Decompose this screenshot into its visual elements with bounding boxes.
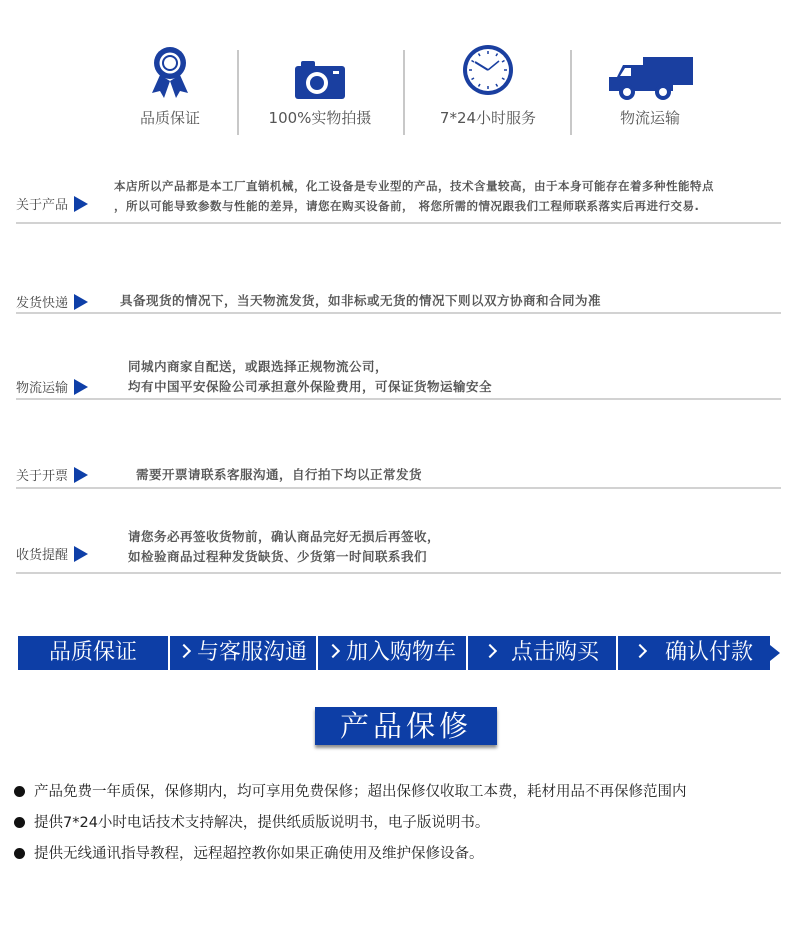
list-item — [14, 780, 784, 811]
info-label-text: 关于开票 — [16, 469, 69, 484]
list-item-text: 提供无线通讯指导教程，远程超控教你如果正确使用及维护保修设备。 — [34, 846, 484, 862]
triangle-right-icon — [74, 379, 88, 395]
info-label — [16, 465, 88, 484]
info-label — [16, 377, 88, 396]
info-label-text: 物流运输 — [16, 381, 69, 396]
chevron-right-icon — [633, 644, 647, 658]
feature-24h-service — [418, 45, 558, 135]
step-label: 确认付款 — [664, 640, 753, 665]
info-text-line: 本店所以产品都是本工厂直销机械，化工设备是专业型的产品，技术含量较高，由于本身可能存在着多种性能特点 — [114, 179, 714, 193]
divider — [570, 50, 572, 135]
feature-logistics — [580, 45, 720, 135]
list-item-text: 产品免费一年质保，保修期内，均可享用免费保修；超出保修仅收取工本费，耗材用品不再保修范围内 — [34, 784, 687, 800]
info-label — [16, 292, 88, 311]
info-label — [16, 194, 88, 213]
list-item — [14, 842, 784, 873]
divider — [403, 50, 405, 135]
info-row-logistics — [16, 355, 781, 400]
info-text-line: 如检验商品过程种发货缺货、少货第一时间联系我们 — [128, 549, 428, 564]
triangle-right-icon — [74, 546, 88, 562]
triangle-right-icon — [74, 467, 88, 483]
purchase-steps-bar — [18, 636, 780, 670]
feature-label: 品质保证 — [139, 109, 200, 127]
triangle-right-icon — [74, 294, 88, 310]
info-text — [136, 465, 422, 485]
info-text — [114, 176, 714, 216]
info-text — [120, 291, 601, 311]
chevron-right-icon — [326, 644, 340, 658]
bullet-dot-icon — [14, 817, 25, 828]
feature-real-photo — [250, 45, 390, 135]
warranty-title: 产品保修 — [315, 707, 497, 745]
arrow-tip-icon — [770, 645, 780, 661]
step-purchase — [468, 636, 616, 670]
camera-icon — [295, 61, 345, 103]
step-quality — [18, 636, 168, 670]
list-item-text: 提供7*24小时电话技术支持解决，提供纸质版说明书，电子版说明书。 — [34, 815, 490, 831]
info-text — [128, 527, 440, 567]
feature-label: 100%实物拍摄 — [268, 109, 372, 127]
feature-label: 7*24小时服务 — [439, 109, 537, 127]
bullet-dot-icon — [14, 786, 25, 797]
chevron-right-icon — [483, 644, 497, 658]
step-confirm-payment — [618, 636, 770, 670]
info-label — [16, 544, 88, 563]
bullet-dot-icon — [14, 848, 25, 859]
step-contact-service — [170, 636, 316, 670]
step-label: 加入购物车 — [345, 640, 456, 665]
info-text-line: 具备现货的情况下，当天物流发货，如非标或无货的情况下则以双方协商和合同为准 — [120, 293, 602, 308]
clock-icon — [461, 43, 515, 101]
chevron-right-icon — [177, 644, 191, 658]
step-add-to-cart — [318, 636, 466, 670]
truck-icon — [607, 55, 693, 105]
info-text-line: 请您务必再签收货物前，确认商品完好无损后再签收， — [128, 529, 441, 544]
feature-strip — [100, 45, 700, 135]
info-row-shipping — [16, 288, 781, 314]
info-text — [128, 357, 492, 397]
feature-quality — [100, 45, 240, 135]
ribbon-award-icon — [150, 45, 190, 104]
info-label-text: 收货提醒 — [16, 548, 69, 563]
info-row-invoice — [16, 460, 781, 489]
info-label-text: 发货快递 — [16, 296, 69, 311]
feature-label: 物流运输 — [619, 109, 680, 127]
info-text-line: 均有中国平安保险公司承担意外保险费用，可保证货物运输安全 — [128, 379, 493, 394]
step-label: 点击购买 — [510, 640, 599, 665]
list-item — [14, 811, 784, 842]
info-text-line: ，所以可能导致参数与性能的差异，请您在购买设备前， 将您所需的情况跟我们工程师联系落实后再进行交易. — [114, 199, 700, 213]
step-label: 品质保证 — [48, 640, 137, 665]
info-text-line: 同城内商家自配送，或跟选择正规物流公司， — [128, 359, 389, 374]
info-label-text: 关于产品 — [16, 198, 69, 213]
divider — [237, 50, 239, 135]
triangle-right-icon — [74, 196, 88, 212]
info-text-line: 需要开票请联系客服沟通，自行拍下均以正常发货 — [136, 467, 423, 482]
info-row-receipt — [16, 526, 781, 574]
warranty-list — [14, 780, 784, 873]
step-label: 与客服沟通 — [196, 640, 307, 665]
info-row-product — [16, 172, 781, 224]
